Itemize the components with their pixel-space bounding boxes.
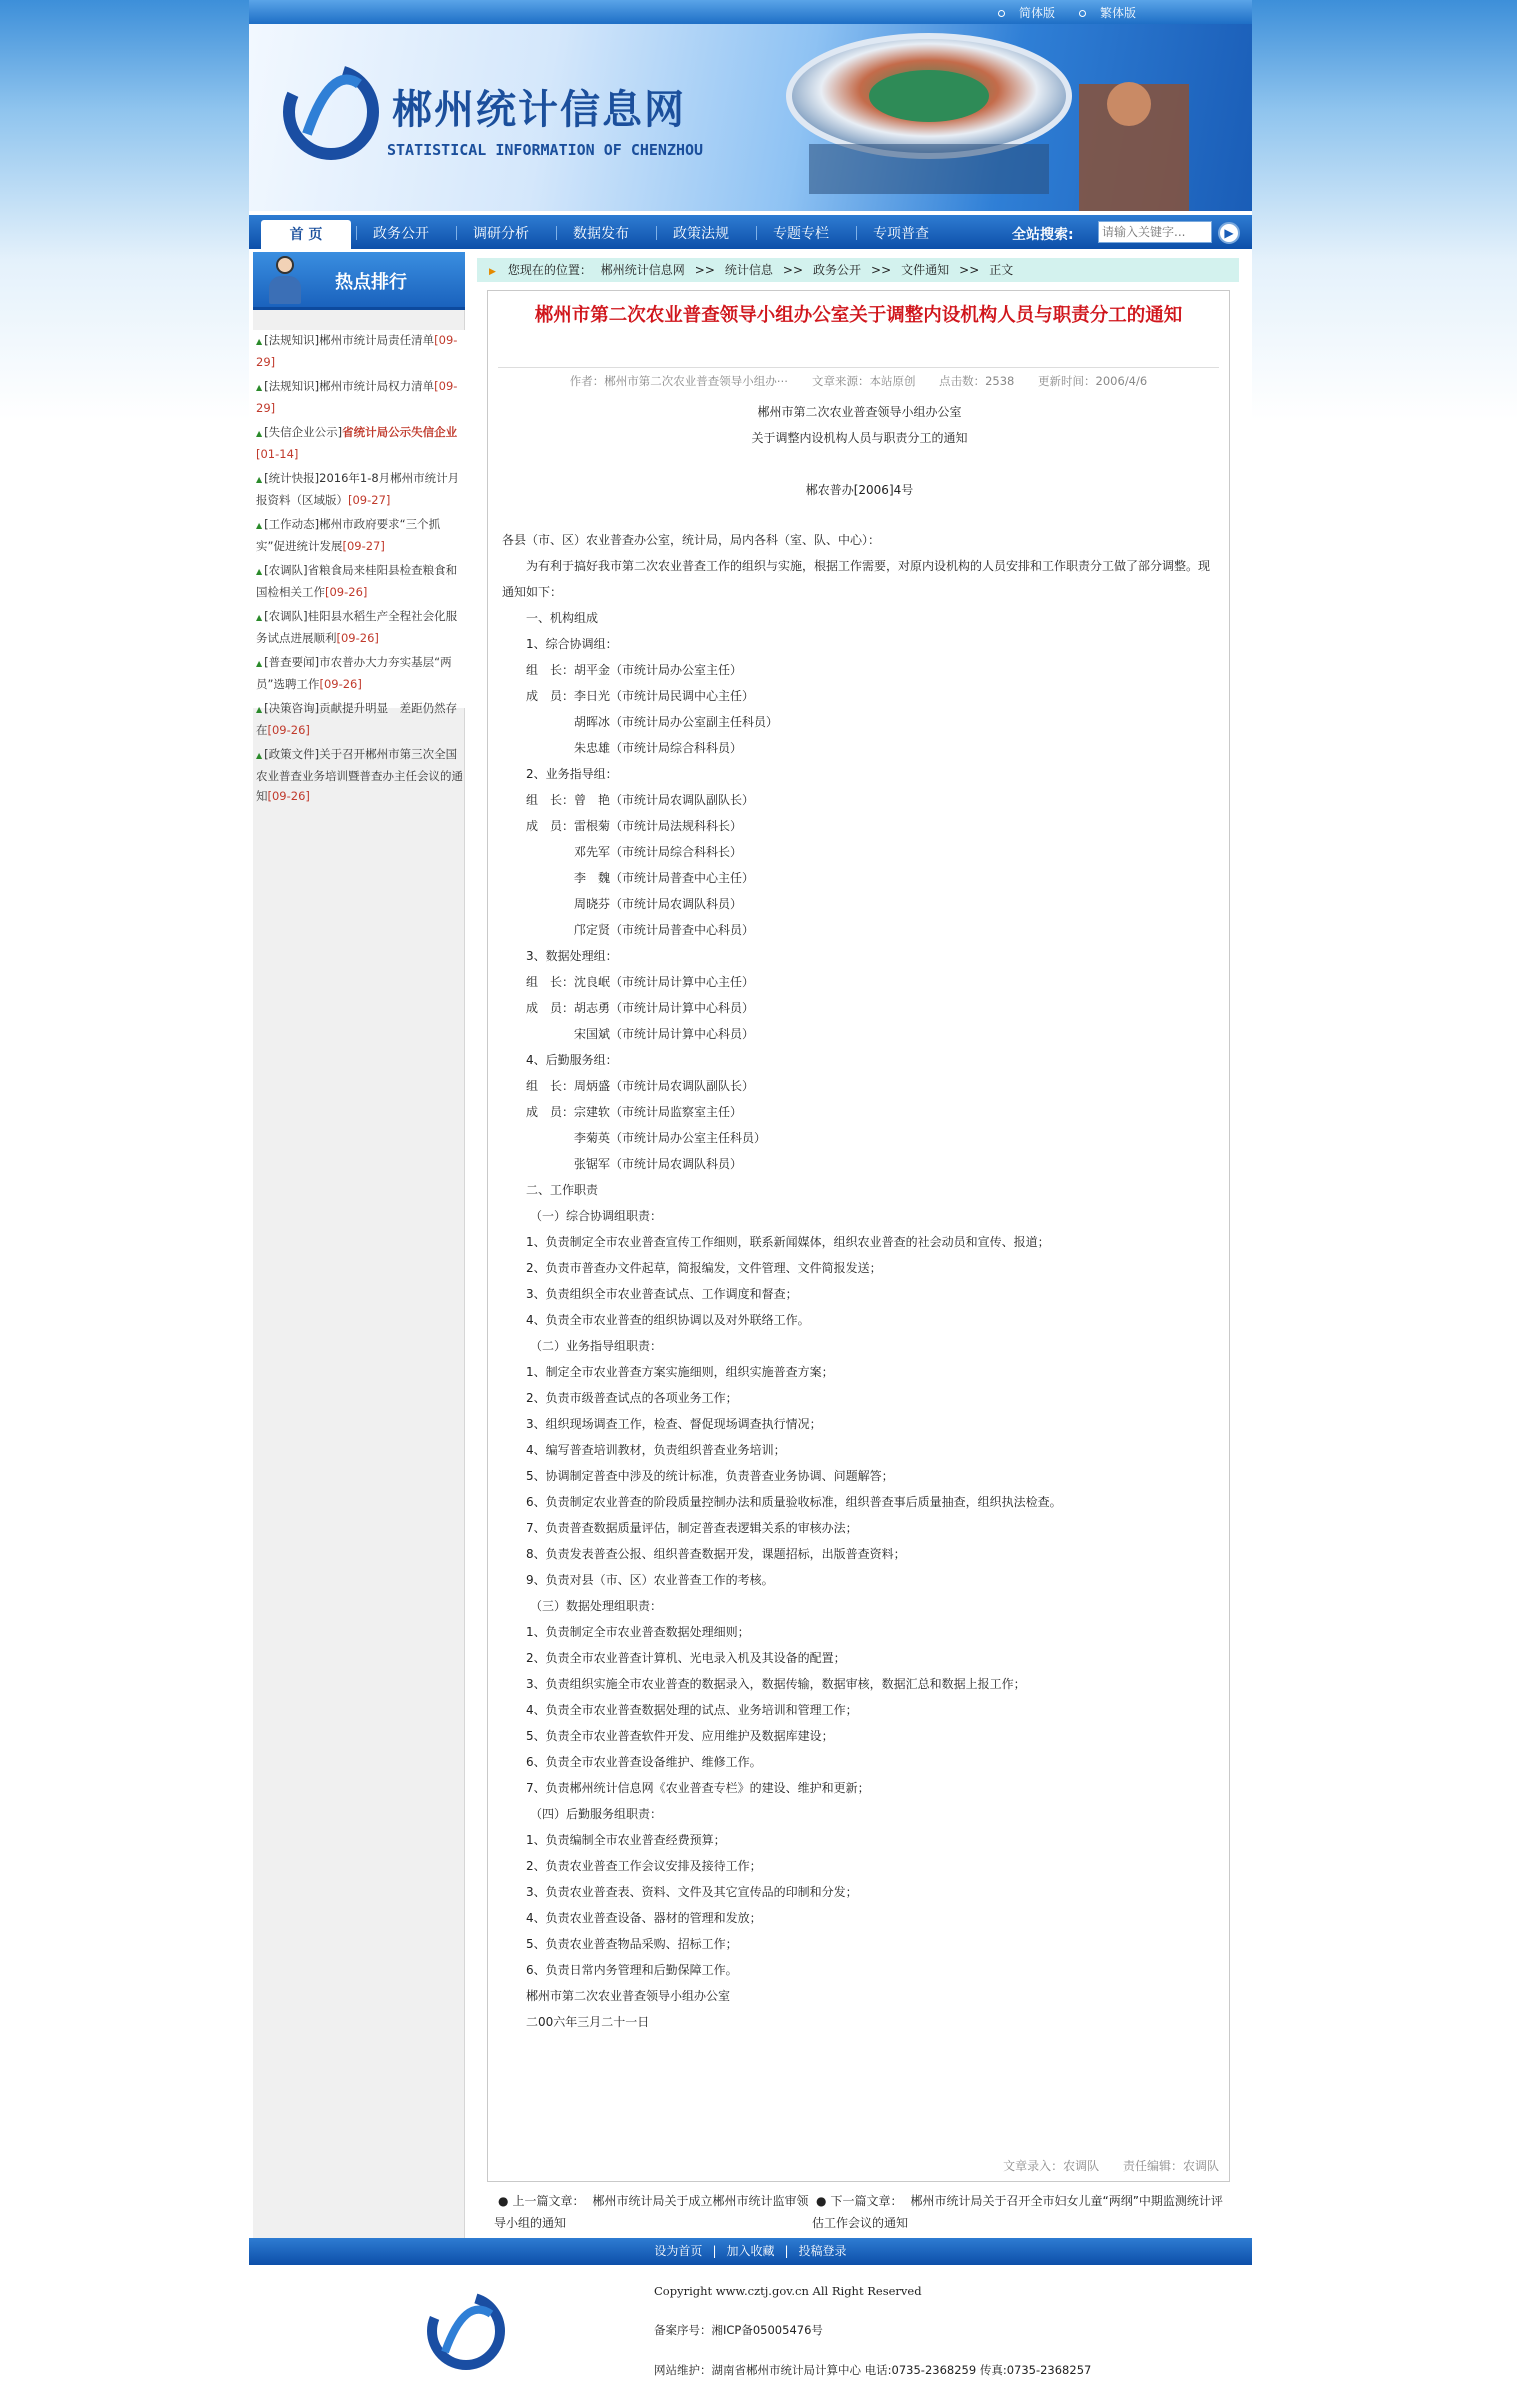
article-line: 胡晖冰（市统计局办公室副主任科员） — [574, 715, 779, 729]
hot-item-date: [09-26] — [267, 723, 310, 737]
article-line: 4、负责全市农业普查数据处理的试点、业务培训和管理工作； — [526, 1703, 858, 1717]
hot-item-date: [09-27] — [342, 539, 385, 553]
footer-links-bar: 设为首页 | 加入收藏 | 投稿登录 — [249, 2238, 1252, 2265]
search-button[interactable] — [1218, 222, 1240, 244]
breadcrumb-item[interactable]: 郴州统计信息网 — [600, 263, 685, 277]
article-panel — [487, 290, 1230, 2182]
article-author: 作者：郴州市第二次农业普查领导小组办⋯ — [569, 374, 789, 388]
article-line: 3、负责组织实施全市农业普查的数据录入，数据传输，数据审核，数据汇总和数据上报工作； — [526, 1677, 1026, 1691]
breadcrumb — [477, 258, 1239, 282]
article-line: 2、负责全市农业普查计算机、光电录入机及其设备的配置； — [526, 1651, 846, 1665]
simplified-link[interactable] — [998, 4, 1055, 21]
article-line: 3、负责组织全市农业普查试点、工作调度和督查； — [526, 1287, 798, 1301]
hot-item-date: [09-27] — [348, 493, 391, 507]
article-line: 1、负责编制全市农业普查经费预算； — [526, 1833, 726, 1847]
breadcrumb-item: 正文 — [989, 263, 1014, 277]
bullet-arrow-icon: ▲ — [256, 475, 263, 484]
article-line: 朱忠雄（市统计局综合科科员） — [574, 741, 743, 755]
hot-item-title[interactable]: [政策文件]关于召开郴州市第三次全国农业普查业务培训暨普查办主任会议的通知 — [256, 747, 463, 803]
article-line: 8、负责发表普查公报、组织普查数据开发，课题招标，出版普查资料； — [526, 1547, 906, 1561]
hot-item-title[interactable]: [普查要闻]市农普办大力夯实基层“两员”选聘工作 — [256, 655, 452, 691]
site-title: 郴州统计信息网 — [392, 87, 686, 133]
hot-list-item[interactable] — [253, 514, 465, 556]
article-line: 6、负责全市农业普查设备维护、维修工作。 — [526, 1755, 762, 1769]
add-favorite-link[interactable]: 加入收藏 — [726, 2244, 775, 2258]
next-article[interactable] — [812, 2190, 1234, 2234]
hot-item-title[interactable]: [工作动态]郴州市政府要求“三个抓实”促进统计发展 — [256, 517, 441, 553]
article-title: 郴州市第二次农业普查领导小组办公室关于调整内设机构人员与职责分工的通知 — [534, 305, 1183, 326]
article-line: （一）综合协调组职责： — [530, 1209, 663, 1223]
bullet-arrow-icon: ▲ — [256, 751, 263, 760]
prev-title[interactable]: 郴州市统计局关于成立郴州市统计监审领导小组的通知 — [494, 2194, 809, 2230]
article-line: 一、机构组成 — [526, 611, 599, 625]
article-signoff — [498, 2157, 1219, 2174]
article-line: 组 长：曾 艳（市统计局农调队副队长） — [526, 793, 755, 807]
hot-list-item[interactable] — [253, 744, 465, 806]
bullet-icon — [1079, 10, 1086, 17]
hot-item-title[interactable]: [农调队]桂阳县水稻生产全程社会化服务试点进展顺利 — [256, 609, 458, 645]
left-sidebar — [253, 252, 465, 2241]
bullet-arrow-icon: ▲ — [256, 429, 263, 438]
article-line: 周晓芬（市统计局农调队科员） — [574, 897, 743, 911]
article-line: 5、协调制定普查中涉及的统计标准，负责普查业务协调、问题解答； — [526, 1469, 894, 1483]
article-line: 3、数据处理组： — [526, 949, 618, 963]
hot-item-date: [01-14] — [256, 447, 299, 461]
breadcrumb-separator: >> — [959, 263, 980, 277]
article-line: 4、负责全市农业普查的组织协调以及对外联络工作。 — [526, 1313, 810, 1327]
footer-logo-icon — [421, 2286, 511, 2376]
breadcrumb-item[interactable]: 政务公开 — [813, 263, 862, 277]
article-line: （二）业务指导组职责： — [530, 1339, 663, 1353]
breadcrumb-separator: >> — [694, 263, 715, 277]
article-line: 4、后勤服务组： — [526, 1053, 618, 1067]
hot-item-title[interactable]: [决策咨询]贡献提升明显 差距仍然存在 — [256, 701, 458, 737]
article-line: （四）后勤服务组职责： — [530, 1807, 663, 1821]
footer-maintainer: 网站维护：湖南省郴州市统计局计算中心 电话:0735-2368259 传真:0735-2368257 — [654, 2363, 1092, 2377]
article-line: 6、负责日常内务管理和后勤保障工作。 — [526, 1963, 738, 1977]
main-nav — [249, 215, 1252, 249]
article-line: 各县（市、区）农业普查办公室，统计局，局内各科（室、队、中心）： — [502, 533, 881, 547]
hot-item-title[interactable]: 省统计局公示失信企业 — [342, 425, 458, 439]
bullet-arrow-icon: ▲ — [256, 337, 263, 346]
article-line: 2、负责市普查办文件起草，简报编发，文件管理、文件简报发送； — [526, 1261, 882, 1275]
site-banner — [249, 24, 1252, 211]
article-line: 组 长：周炳盛（市统计局农调队副队长） — [526, 1079, 755, 1093]
footer — [249, 2266, 1252, 2404]
article-line: 4、负责农业普查设备、器材的管理和发放； — [526, 1911, 762, 1925]
traditional-label: 繁体版 — [1100, 6, 1137, 20]
bullet-icon: ● — [498, 2194, 509, 2208]
bullet-icon — [998, 10, 1005, 17]
article-line: 2、负责农业普查工作会议安排及接待工作； — [526, 1859, 762, 1873]
simplified-label: 简体版 — [1019, 6, 1056, 20]
nav-research[interactable]: 调研分析 — [473, 226, 529, 242]
bullet-arrow-icon: ▲ — [256, 383, 263, 392]
article-line: 5、负责全市农业普查软件开发、应用维护及数据库建设； — [526, 1729, 834, 1743]
page-wrapper — [249, 0, 1252, 2404]
next-title[interactable]: 郴州市统计局关于召开全市妇女儿童“两纲”中期监测统计评估工作会议的通知 — [812, 2194, 1223, 2230]
article-line: 二、工作职责 — [526, 1183, 599, 1197]
submit-login-link[interactable]: 投稿登录 — [798, 2244, 847, 2258]
hot-list-item[interactable] — [253, 376, 465, 418]
prev-article[interactable] — [494, 2190, 814, 2234]
article-source: 文章来源：本站原创 — [811, 374, 916, 388]
article-line: 二00六年三月二十一日 — [526, 2015, 650, 2029]
bullet-arrow-icon: ▲ — [256, 613, 263, 622]
article-line: 郴州市第二次农业普查领导小组办公室 — [526, 1989, 731, 2003]
nav-data-release[interactable]: 数据发布 — [573, 226, 629, 242]
search-input[interactable] — [1098, 221, 1212, 243]
breadcrumb-arrow-icon: ▶ — [489, 267, 496, 277]
breadcrumb-separator: >> — [782, 263, 804, 277]
person-icon — [267, 256, 303, 304]
article-line: 2、业务指导组： — [526, 767, 618, 781]
article-line: 郴农普办[2006]4号 — [805, 483, 914, 497]
article-entered-by: 文章录入：农调队 — [1003, 2159, 1100, 2173]
search-label: 全站搜索: — [1012, 227, 1074, 243]
article-line: 9、负责对县（市、区）农业普查工作的考核。 — [526, 1573, 774, 1587]
hot-item-title[interactable]: [法规知识]郴州市统计局责任清单 — [264, 333, 435, 347]
bullet-arrow-icon: ▲ — [256, 659, 263, 668]
hot-item-title[interactable]: [法规知识]郴州市统计局权力清单 — [264, 379, 435, 393]
article-line: 关于调整内设机构人员与职责分工的通知 — [751, 431, 968, 445]
breadcrumb-separator: >> — [871, 263, 892, 277]
search-icon: ▶ — [1224, 226, 1234, 240]
top-bar — [249, 0, 1252, 24]
article-line: 7、负责普查数据质量评估，制定普查表逻辑关系的审核办法； — [526, 1521, 858, 1535]
nav-government-affairs[interactable]: 政务公开 — [373, 226, 429, 242]
site-logo-icon — [289, 70, 373, 154]
article-line: 李 魏（市统计局普查中心主任） — [574, 871, 755, 885]
article-line: 1、负责制定全市农业普查宣传工作细则，联系新闻媒体，组织农业普查的社会动员和宣传、报道； — [526, 1235, 1050, 1249]
article-line: 成 员：胡志勇（市统计局计算中心科员） — [526, 1001, 755, 1015]
hot-item-title[interactable]: [农调队]省粮食局来桂阳县检查粮食和国检相关工作 — [256, 563, 458, 599]
article-line: 1、综合协调组： — [526, 637, 618, 651]
article-line: 1、负责制定全市农业普查数据处理细则； — [526, 1625, 750, 1639]
article-line: 5、负责农业普查物品采购、招标工作； — [526, 1937, 738, 1951]
article-line: 2、负责市级普查试点的各项业务工作； — [526, 1391, 738, 1405]
set-homepage-link[interactable]: 设为首页 — [654, 2244, 703, 2258]
article-line: 张锯军（市统计局农调队科员） — [574, 1157, 743, 1171]
hot-list-item[interactable] — [253, 330, 465, 372]
hot-item-date: [09-26] — [325, 585, 368, 599]
footer-icp: 备案序号：湘ICP备05005476号 — [654, 2323, 823, 2337]
article-line: 成 员：李日光（市统计局民调中心主任） — [526, 689, 755, 703]
bullet-arrow-icon: ▲ — [256, 705, 263, 714]
hot-list-item[interactable] — [253, 560, 465, 602]
hot-list-item[interactable] — [253, 652, 465, 694]
hot-item-date: [09-26] — [319, 677, 362, 691]
nav-policy[interactable]: 政策法规 — [673, 226, 729, 242]
nav-special-topics[interactable]: 专题专栏 — [773, 226, 829, 242]
article-updated: 更新时间：2006/4/6 — [1038, 374, 1148, 388]
hot-item-date: [09-29] — [256, 333, 458, 369]
hot-item-title[interactable]: [统计快报]2016年1-8月郴州市统计月报资料（区域版） — [256, 471, 460, 507]
next-label: 下一篇文章： — [830, 2194, 903, 2208]
hot-list-item[interactable] — [253, 698, 465, 740]
prev-label: 上一篇文章： — [512, 2194, 585, 2208]
footer-copyright: Copyright www.cztj.gov.cn All Right Reserved — [654, 2284, 922, 2298]
article-line: 3、组织现场调查工作，检查、督促现场调查执行情况； — [526, 1417, 822, 1431]
bullet-arrow-icon: ▲ — [256, 521, 263, 530]
article-line: （三）数据处理组职责： — [530, 1599, 663, 1613]
hot-item-date: [09-29] — [256, 379, 458, 415]
breadcrumb-item[interactable]: 文件通知 — [901, 263, 950, 277]
hot-ranking-title: 热点排行 — [335, 272, 407, 293]
article-hits: 点击数：2538 — [939, 374, 1015, 388]
hot-item-date: [09-26] — [267, 789, 310, 803]
article-editor: 责任编辑：农调队 — [1122, 2159, 1219, 2173]
article-line: 宋国斌（市统计局计算中心科员） — [574, 1027, 755, 1041]
nav-home[interactable]: 首 页 — [261, 220, 351, 249]
hot-list-item[interactable] — [253, 468, 465, 510]
site-subtitle: STATISTICAL INFORMATION OF CHENZHOU — [387, 141, 704, 159]
breadcrumb-item[interactable]: 统计信息 — [724, 263, 773, 277]
hot-list-item[interactable] — [253, 606, 465, 648]
article-line: 6、负责制定农业普查的阶段质量控制办法和质量验收标准，组织普查事后质量抽查，组织执法检查。 — [526, 1495, 1062, 1509]
article-line: 成 员：宗建软（市统计局监察室主任） — [526, 1105, 743, 1119]
bullet-icon: ● — [816, 2194, 827, 2208]
article-line: 通知如下： — [502, 585, 563, 599]
article-line: 邝定贤（市统计局普查中心科员） — [574, 923, 755, 937]
hot-item-date: [09-26] — [336, 631, 379, 645]
breadcrumb-prefix: 您现在的位置： — [507, 263, 592, 277]
hot-item-prefix: [失信企业公示] — [264, 425, 343, 439]
article-line: 为有利于搞好我市第二次农业普查工作的组织与实施，根据工作需要，对原内设机构的人员安排和工作职责分工做了部分调整。现 — [526, 559, 1211, 573]
bullet-arrow-icon: ▲ — [256, 567, 263, 576]
article-line: 郴州市第二次农业普查领导小组办公室 — [757, 405, 962, 419]
hot-ranking-list — [253, 330, 465, 803]
article-line: 邓先军（市统计局综合科科长） — [574, 845, 743, 859]
hot-list-item[interactable] — [253, 422, 465, 464]
article-meta — [498, 367, 1219, 389]
article-line: 组 长：沈良岷（市统计局计算中心主任） — [526, 975, 755, 989]
article-line: 组 长：胡平金（市统计局办公室主任） — [526, 663, 743, 677]
article-line: 7、负责郴州统计信息网《农业普查专栏》的建设、维护和更新； — [526, 1781, 870, 1795]
article-line: 1、制定全市农业普查方案实施细则，组织实施普查方案； — [526, 1365, 834, 1379]
article-line: 3、负责农业普查表、资料、文件及其它宣传品的印制和分发； — [526, 1885, 858, 1899]
article-line: 成 员：雷根菊（市统计局法规科科长） — [526, 819, 743, 833]
article-line: 4、编写普查培训教材，负责组织普查业务培训； — [526, 1443, 786, 1457]
hot-ranking-header — [253, 252, 465, 310]
article-line: 李菊英（市统计局办公室主任科员） — [574, 1131, 767, 1145]
traditional-link[interactable] — [1079, 4, 1136, 21]
nav-census[interactable]: 专项普查 — [873, 226, 929, 242]
